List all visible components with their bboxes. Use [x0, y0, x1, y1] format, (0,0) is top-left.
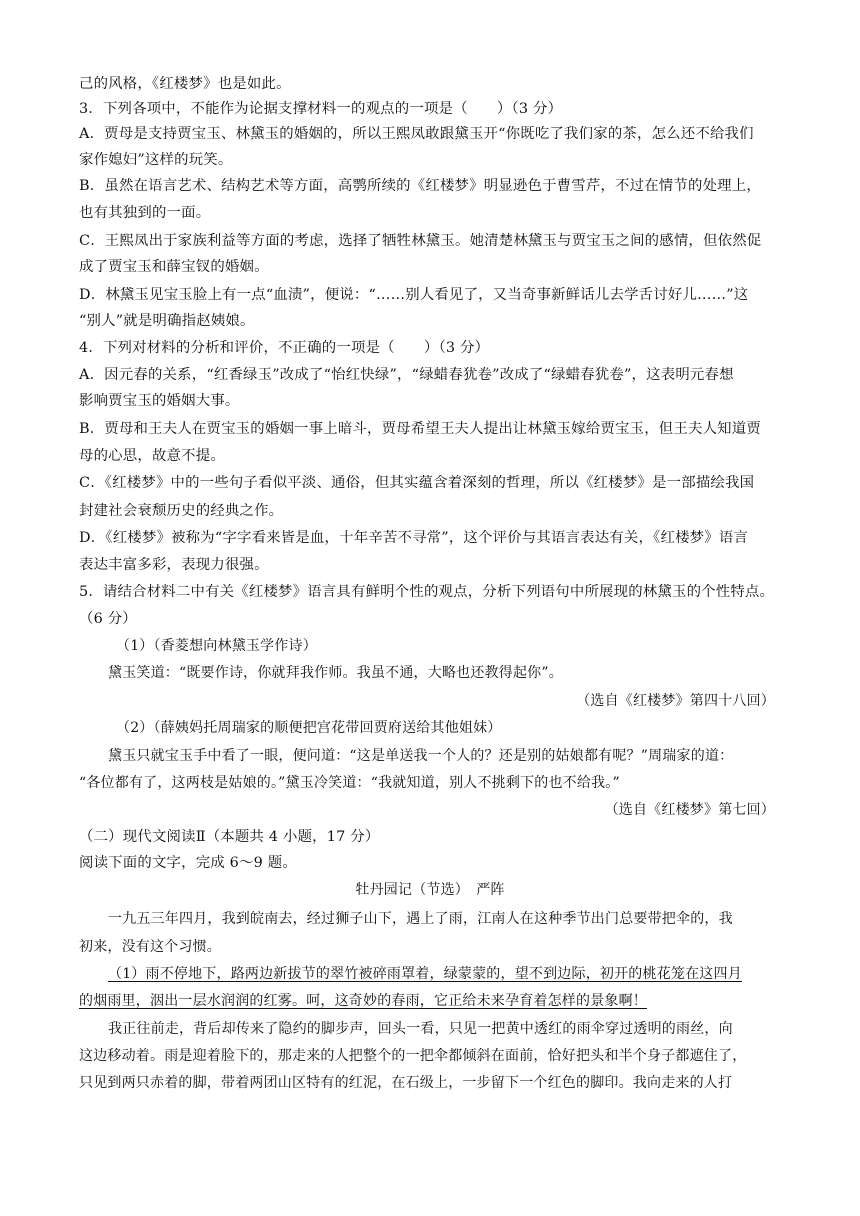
option-b: B．虽然在语言艺术、结构艺术等方面，高鹗所续的《红楼梦》明显逊色于曹雪芹，不过在情节的处理上， [79, 178, 761, 194]
underlined-sentence: （1）雨不停地下，路两边新拔节的翠竹被碎雨罩着，绿蒙蒙的，望不到边际，初开的桃花笼在这四月 [108, 966, 742, 982]
text-line: 己的风格，《红楼梦》也是如此。 [79, 76, 291, 92]
section-heading: （二）现代文阅读Ⅱ（本题共 4 小题，17 分） [79, 829, 380, 845]
text-line: 家作媳妇”这样的玩笑。 [79, 152, 233, 168]
question-5: 5．请结合材料二中有关《红楼梦》语言具有鲜明个性的观点，分析下列语句中所展现的林黛玉的个性特点。 [79, 584, 775, 600]
material-item-1: （1）（香菱想向林黛玉学作诗） [116, 638, 317, 654]
paragraph-line: 一九五三年四月，我到皖南去，经过狮子山下，遇上了雨，江南人在这种季节出门总要带把伞的，我 [108, 911, 733, 927]
paragraph-line: 这边移动着。雨是迎着脸下的，那走来的人把整个的一把伞都倾斜在面前，恰好把头和半个身子都遮住了， [79, 1048, 747, 1064]
underlined-sentence: 的烟雨里，洇出一层水润润的红雾。呵，这奇妙的春雨，它正给未来孕育着怎样的景象啊！ [79, 993, 647, 1009]
paragraph-line: 只见到两只赤着的脚，带着两团山区特有的红泥，在石级上，一步留下一个红色的脚印。我向走来的人打 [79, 1075, 733, 1091]
quote-line: 黛玉笑道：“既要作诗，你就拜我作师。我虽不通，大略也还教得起你”。 [108, 665, 563, 681]
question-4: 4．下列对材料的分析和评价，不正确的一项是（ ）（3 分） [79, 340, 490, 356]
source-note: （选自《红楼梦》第四十八回） [576, 693, 775, 709]
quote-line: “各位都有了，这两枝是姑娘的。”黛玉冷笑道：“我就知道，别人不挑剩下的也不给我。” [79, 775, 620, 791]
paragraph-line: 我正往前走，背后却传来了隐约的脚步声，回头一看，只见一把黄中透红的雨伞穿过透明的雨丝，向 [108, 1021, 733, 1037]
text-line: 封建社会衰颓历史的经典之作。 [79, 503, 284, 519]
text-line: 母的心思，故意不提。 [79, 448, 225, 464]
option-a: A．因元春的关系，“红香绿玉”改成了“怡红快绿”，“绿蜡春犹卷”改成了“绿蜡春犹卷”，这表明元春想 [79, 367, 734, 383]
option-b: B．贾母和王夫人在贾宝玉的婚姻一事上暗斗，贾母希望王夫人提出让林黛玉嫁给贾宝玉，但王夫人知道贾 [79, 421, 761, 437]
article-title: 牡丹园记（节选） 严阵 [355, 882, 505, 898]
text-line: （6 分） [79, 611, 137, 627]
option-a: A．贾母是支持贾宝玉、林黛玉的婚姻的，所以王熙凤敢跟黛玉开“你既吃了我们家的茶，怎么还不给我们 [79, 126, 754, 142]
material-item-2: （2）（薛姨妈托周瑞家的顺便把宫花带回贾府送给其他姐妹） [116, 720, 502, 736]
text-line: “别人”就是明确指赵姨娘。 [79, 313, 255, 329]
text-line: 表达丰富多彩，表现力很强。 [79, 557, 269, 573]
option-c: C．《红楼梦》中的一些句子看似平淡、通俗，但其实蕴含着深刻的哲理，所以《红楼梦》是一部描绘我国 [79, 475, 755, 491]
paragraph-line: 初来，没有这个习惯。 [79, 939, 221, 955]
option-c: C．王熙凤出于家族利益等方面的考虑，选择了牺牲林黛玉。她清楚林黛玉与贾宝玉之间的感情，但依然促 [79, 233, 762, 249]
instruction: 阅读下面的文字，完成 6～9 题。 [79, 855, 297, 871]
question-3: 3．下列各项中，不能作为论据支撑材料一的观点的一项是（ ）（3 分） [79, 101, 563, 117]
text-line: 成了贾宝玉和薛宝钗的婚姻。 [79, 259, 269, 275]
source-note: （选自《红楼梦》第七回） [604, 802, 775, 818]
text-line: 影响贾宝玉的婚姻大事。 [79, 393, 240, 409]
quote-line: 黛玉只就宝玉手中看了一眼，便问道：“这是单送我一个人的？还是别的姑娘都有呢？”周瑞家的道： [108, 748, 734, 764]
option-d: D．《红楼梦》被称为“字字看来皆是血，十年辛苦不寻常”，这个评价与其语言表达有关，《红楼梦》语言 [79, 530, 749, 546]
option-d: D．林黛玉见宝玉脸上有一点“血渍”，便说：“……别人看见了，又当奇事新鲜话儿去学舌讨好儿……”这 [79, 287, 749, 303]
text-line: 也有其独到的一面。 [79, 205, 211, 221]
